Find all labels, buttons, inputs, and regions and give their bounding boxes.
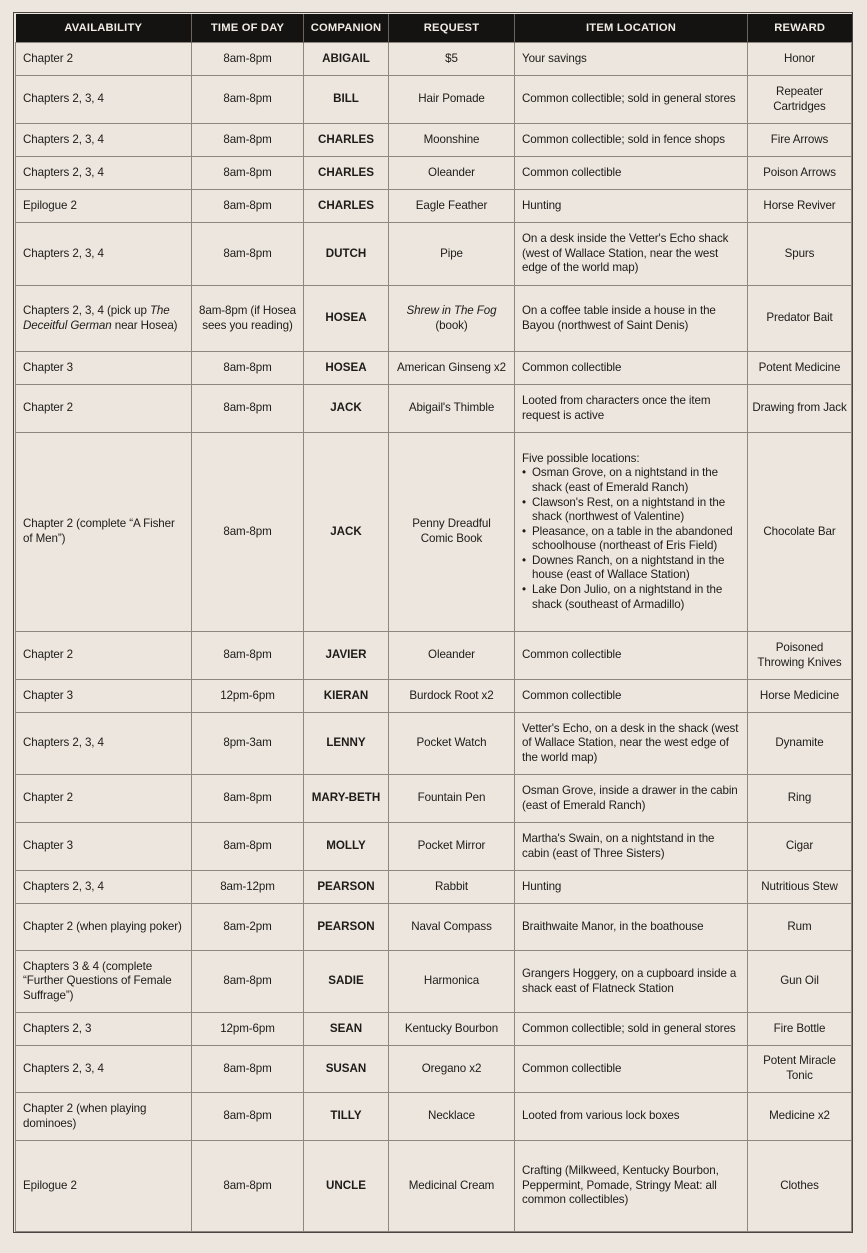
request-cell: Oleander — [389, 157, 515, 190]
availability-cell: Chapter 3 — [16, 823, 192, 871]
location-cell: Common collectible; sold in general stores — [515, 76, 748, 124]
location-cell: Common collectible — [515, 157, 748, 190]
request-cell: Moonshine — [389, 124, 515, 157]
time-cell: 8am-8pm — [192, 1046, 304, 1093]
reward-cell: Spurs — [748, 223, 852, 286]
availability-cell — [16, 286, 192, 352]
request-cell: Necklace — [389, 1093, 515, 1141]
request-cell: Medicinal Cream — [389, 1141, 515, 1232]
time-cell: 8am-8pm — [192, 190, 304, 223]
location-cell: Common collectible; sold in general stores — [515, 1013, 748, 1046]
table-row — [16, 157, 852, 190]
location-cell: Your savings — [515, 43, 748, 76]
time-cell: 8am-8pm — [192, 43, 304, 76]
companion-cell: CHARLES — [304, 157, 389, 190]
request-cell: Rabbit — [389, 871, 515, 904]
location-cell: Looted from characters once the item request is active — [515, 385, 748, 433]
location-cell: Osman Grove, inside a drawer in the cabin (east of Emerald Ranch) — [515, 775, 748, 823]
reward-cell: Ring — [748, 775, 852, 823]
request-cell: American Ginseng x2 — [389, 352, 515, 385]
location-cell: Braithwaite Manor, in the boathouse — [515, 904, 748, 951]
companion-cell: DUTCH — [304, 223, 389, 286]
table-row — [16, 713, 852, 775]
request-subtitle: (book) — [435, 318, 468, 332]
time-cell: 8am-8pm — [192, 352, 304, 385]
reward-cell: Horse Reviver — [748, 190, 852, 223]
companion-cell: LENNY — [304, 713, 389, 775]
location-cell: On a desk inside the Vetter's Echo shack (west of Wallace Station, near the west edge of the world map) — [515, 223, 748, 286]
reward-cell: Chocolate Bar — [748, 433, 852, 632]
location-cell: Crafting (Milkweed, Kentucky Bourbon, Peppermint, Pomade, Stringy Meat: all common collectibles) — [515, 1141, 748, 1232]
request-cell: Abigail's Thimble — [389, 385, 515, 433]
time-cell: 8am-8pm — [192, 823, 304, 871]
reward-cell: Potent Medicine — [748, 352, 852, 385]
request-cell: Penny Dreadful Comic Book — [389, 433, 515, 632]
table-row — [16, 1141, 852, 1232]
time-cell: 12pm-6pm — [192, 1013, 304, 1046]
reward-cell: Fire Bottle — [748, 1013, 852, 1046]
availability-cell: Chapter 2 (complete “A Fisher of Men”) — [16, 433, 192, 632]
companion-cell: JAVIER — [304, 632, 389, 680]
table-row — [16, 680, 852, 713]
companion-cell: MARY-BETH — [304, 775, 389, 823]
header-companion: COMPANION — [304, 14, 389, 43]
companion-cell: HOSEA — [304, 286, 389, 352]
companion-cell: JACK — [304, 433, 389, 632]
location-cell: Grangers Hoggery, on a cupboard inside a shack east of Flatneck Station — [515, 951, 748, 1013]
location-cell: Vetter's Echo, on a desk in the shack (west of Wallace Station, near the west edge of the world map) — [515, 713, 748, 775]
table-row — [16, 871, 852, 904]
availability-cell: Epilogue 2 — [16, 1141, 192, 1232]
companion-cell: SADIE — [304, 951, 389, 1013]
time-cell: 8am-8pm — [192, 775, 304, 823]
header-time-of-day: TIME OF DAY — [192, 14, 304, 43]
time-cell: 8am-8pm — [192, 433, 304, 632]
companion-cell: JACK — [304, 385, 389, 433]
request-cell: Fountain Pen — [389, 775, 515, 823]
availability-cell: Epilogue 2 — [16, 190, 192, 223]
location-list — [522, 466, 740, 612]
reward-cell: Repeater Cartridges — [748, 76, 852, 124]
table-row — [16, 632, 852, 680]
time-cell: 8am-8pm (if Hosea sees you reading) — [192, 286, 304, 352]
reward-cell: Dynamite — [748, 713, 852, 775]
table-row — [16, 775, 852, 823]
reward-cell: Rum — [748, 904, 852, 951]
location-list-item: • Downes Ranch, on a nightstand in the house (east of Wallace Station) — [522, 554, 740, 583]
reward-cell: Predator Bait — [748, 286, 852, 352]
location-cell: Looted from various lock boxes — [515, 1093, 748, 1141]
time-cell: 8pm-3am — [192, 713, 304, 775]
reward-cell: Poisoned Throwing Knives — [748, 632, 852, 680]
companion-cell: KIERAN — [304, 680, 389, 713]
reward-cell: Honor — [748, 43, 852, 76]
availability-cell: Chapters 2, 3, 4 — [16, 223, 192, 286]
table-row — [16, 433, 852, 632]
availability-cell: Chapters 2, 3, 4 — [16, 157, 192, 190]
table-row — [16, 385, 852, 433]
location-cell: Hunting — [515, 871, 748, 904]
request-cell: Oleander — [389, 632, 515, 680]
availability-cell: Chapters 3 & 4 (complete “Further Questions of Female Suffrage”) — [16, 951, 192, 1013]
availability-cell: Chapters 2, 3, 4 — [16, 1046, 192, 1093]
location-list-item: • Osman Grove, on a nightstand in the shack (east of Emerald Ranch) — [522, 466, 740, 495]
table-row — [16, 76, 852, 124]
companion-cell: CHARLES — [304, 124, 389, 157]
companion-cell: TILLY — [304, 1093, 389, 1141]
location-cell: Common collectible — [515, 352, 748, 385]
availability-cell: Chapter 2 — [16, 385, 192, 433]
header-row — [16, 14, 852, 43]
table-row — [16, 124, 852, 157]
request-cell: Kentucky Bourbon — [389, 1013, 515, 1046]
reward-cell: Potent Miracle Tonic — [748, 1046, 852, 1093]
reward-cell: Drawing from Jack — [748, 385, 852, 433]
reward-cell: Cigar — [748, 823, 852, 871]
table-row — [16, 223, 852, 286]
availability-cell: Chapter 2 (when playing dominoes) — [16, 1093, 192, 1141]
table-row — [16, 352, 852, 385]
companion-requests-table — [15, 14, 852, 1232]
location-list-item: • Lake Don Julio, on a nightstand in the shack (southeast of Armadillo) — [522, 583, 740, 612]
reward-cell: Nutritious Stew — [748, 871, 852, 904]
request-title: Shrew in The Fog — [406, 303, 497, 317]
location-cell: On a coffee table inside a house in the Bayou (northwest of Saint Denis) — [515, 286, 748, 352]
companion-cell: MOLLY — [304, 823, 389, 871]
reward-cell: Fire Arrows — [748, 124, 852, 157]
table-row — [16, 43, 852, 76]
request-cell: Naval Compass — [389, 904, 515, 951]
availability-cell: Chapter 2 — [16, 775, 192, 823]
location-cell: Common collectible — [515, 680, 748, 713]
request-cell: Oregano x2 — [389, 1046, 515, 1093]
companion-cell: PEARSON — [304, 871, 389, 904]
request-cell: Harmonica — [389, 951, 515, 1013]
companion-cell: SEAN — [304, 1013, 389, 1046]
time-cell: 8am-8pm — [192, 951, 304, 1013]
companion-cell: CHARLES — [304, 190, 389, 223]
availability-cell: Chapter 3 — [16, 352, 192, 385]
availability-cell: Chapters 2, 3, 4 — [16, 76, 192, 124]
availability-cell: Chapters 2, 3, 4 — [16, 713, 192, 775]
request-cell: Pocket Watch — [389, 713, 515, 775]
availability-cell: Chapters 2, 3, 4 — [16, 871, 192, 904]
time-cell: 8am-8pm — [192, 76, 304, 124]
table-row — [16, 951, 852, 1013]
reward-cell: Horse Medicine — [748, 680, 852, 713]
request-cell: $5 — [389, 43, 515, 76]
time-cell: 8am-2pm — [192, 904, 304, 951]
companion-cell: PEARSON — [304, 904, 389, 951]
availability-cell: Chapter 2 — [16, 43, 192, 76]
time-cell: 8am-8pm — [192, 223, 304, 286]
header-item-location: ITEM LOCATION — [515, 14, 748, 43]
companion-cell: BILL — [304, 76, 389, 124]
table-row — [16, 190, 852, 223]
companion-cell: SUSAN — [304, 1046, 389, 1093]
time-cell: 8am-8pm — [192, 157, 304, 190]
availability-cell: Chapter 2 (when playing poker) — [16, 904, 192, 951]
companion-cell: ABIGAIL — [304, 43, 389, 76]
reward-cell: Gun Oil — [748, 951, 852, 1013]
reward-cell: Medicine x2 — [748, 1093, 852, 1141]
availability-cell: Chapter 2 — [16, 632, 192, 680]
time-cell: 12pm-6pm — [192, 680, 304, 713]
request-cell — [389, 286, 515, 352]
header-availability: AVAILABILITY — [16, 14, 192, 43]
availability-cell: Chapter 3 — [16, 680, 192, 713]
time-cell: 8am-8pm — [192, 1141, 304, 1232]
location-cell — [515, 433, 748, 632]
availability-text: near Hosea) — [111, 318, 178, 332]
location-cell: Hunting — [515, 190, 748, 223]
request-cell: Pipe — [389, 223, 515, 286]
table-row — [16, 1093, 852, 1141]
availability-cell: Chapters 2, 3, 4 — [16, 124, 192, 157]
table-row — [16, 1013, 852, 1046]
location-cell: Common collectible — [515, 632, 748, 680]
table-row — [16, 1046, 852, 1093]
table-row — [16, 286, 852, 352]
location-cell: Common collectible — [515, 1046, 748, 1093]
table-row — [16, 904, 852, 951]
companion-cell: UNCLE — [304, 1141, 389, 1232]
location-list-item: • Clawson's Rest, on a nightstand in the shack (northwest of Valentine) — [522, 496, 740, 525]
availability-text: Chapters 2, 3, 4 (pick up — [23, 303, 150, 317]
request-cell: Eagle Feather — [389, 190, 515, 223]
header-reward: REWARD — [748, 14, 852, 43]
book-title: The Deceitful German — [23, 303, 170, 332]
time-cell: 8am-8pm — [192, 385, 304, 433]
reward-cell: Clothes — [748, 1141, 852, 1232]
companion-cell: HOSEA — [304, 352, 389, 385]
header-request: REQUEST — [389, 14, 515, 43]
time-cell: 8am-8pm — [192, 632, 304, 680]
location-cell: Martha's Swain, on a nightstand in the cabin (east of Three Sisters) — [515, 823, 748, 871]
time-cell: 8am-8pm — [192, 124, 304, 157]
location-intro: Five possible locations: — [522, 451, 640, 465]
table-row — [16, 823, 852, 871]
availability-cell: Chapters 2, 3 — [16, 1013, 192, 1046]
time-cell: 8am-12pm — [192, 871, 304, 904]
reward-cell: Poison Arrows — [748, 157, 852, 190]
request-cell: Burdock Root x2 — [389, 680, 515, 713]
request-cell: Pocket Mirror — [389, 823, 515, 871]
time-cell: 8am-8pm — [192, 1093, 304, 1141]
location-cell: Common collectible; sold in fence shops — [515, 124, 748, 157]
location-list-item: • Pleasance, on a table in the abandoned schoolhouse (northeast of Eris Field) — [522, 525, 740, 554]
request-cell: Hair Pomade — [389, 76, 515, 124]
